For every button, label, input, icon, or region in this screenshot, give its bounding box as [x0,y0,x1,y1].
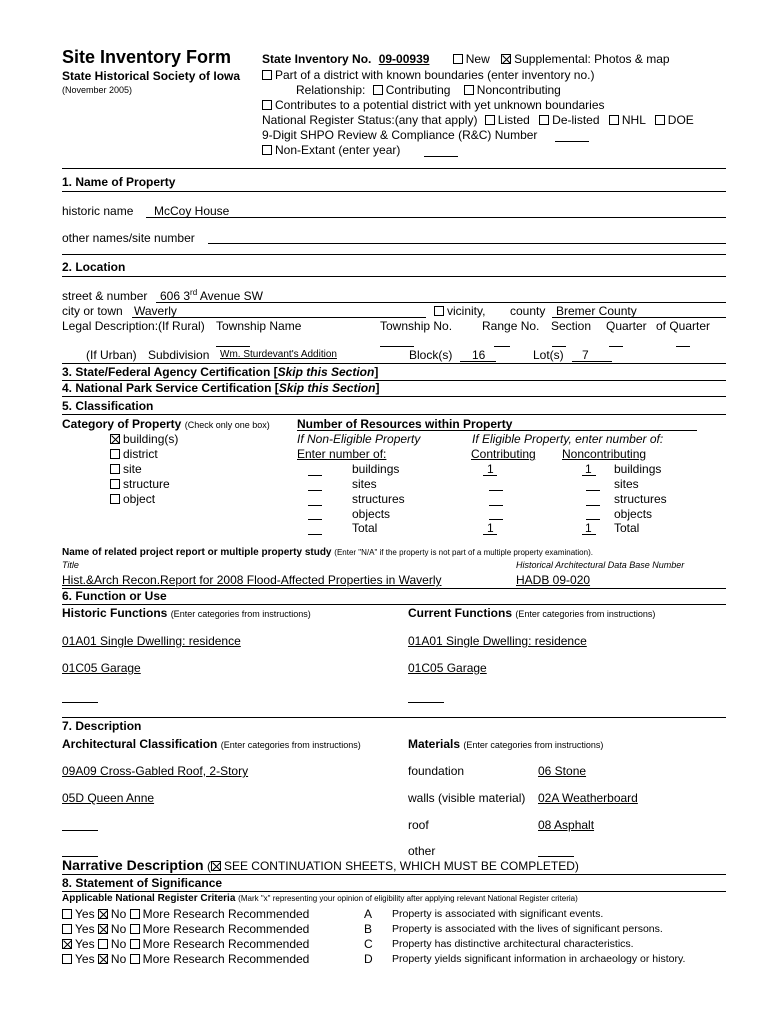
subdivision-label: Subdivision [148,348,210,362]
hadb-label: Historical Architectural Data Base Number [516,560,685,570]
resources-underline [297,430,697,431]
other-label: other [408,844,436,858]
row2-objects: objects [614,507,653,521]
divider [62,891,726,892]
lots-value[interactable]: 7 [582,348,589,362]
blocks-label: Block(s) [409,348,453,362]
city-value[interactable]: Waverly [134,304,177,318]
contrib-total-value[interactable]: 1 [487,521,494,535]
subdivision-value[interactable]: Wm. Sturdevant's Addition [220,349,337,360]
historic-name-field-line [146,217,726,218]
foundation-value[interactable]: 06 Stone [538,764,587,778]
section-5-heading: 5. Classification [62,399,154,413]
contributing-label: Contributing [471,447,536,461]
row-sites: sites [352,477,377,491]
divider [62,717,726,718]
criteria-c-no-checkbox[interactable] [98,939,108,949]
city-label: city or town [62,304,123,318]
noncontrib-buildings-line [582,475,596,476]
potential-row: Contributes to a potential district with yet unknown boundaries [262,98,605,112]
section-2-heading: 2. Location [62,260,126,274]
section-8-heading: 8. Statement of Significance [62,876,223,890]
criteria-d-no-checkbox[interactable] [98,954,108,964]
legal-description-label: Legal Description:(If Rural) [62,319,205,333]
shpo-label: 9-Digit SHPO Review & Compliance (R&C) Number [262,128,538,142]
doe-checkbox[interactable] [655,115,665,125]
row2-sites: sites [614,477,639,491]
row2-total: Total [614,521,640,535]
title-label: Title [62,560,79,570]
divider [62,414,726,415]
arch-class-heading: Architectural Classification (Enter categories from instructions) [62,737,361,751]
district-checkbox[interactable] [262,70,272,80]
historic-name-label: historic name [62,204,134,218]
criteria-row-d: Yes No More Research Recommended [62,952,309,966]
criteria-text-a: Property is associated with significant events. [392,908,604,920]
title-value[interactable]: Hist.&Arch Recon.Report for 2008 Flood-Affected Properties in Waverly [62,573,442,587]
inventory-number[interactable]: 09-00939 [378,52,430,66]
of-quarter-field[interactable] [676,346,690,347]
criteria-letter-a: A [364,907,373,921]
contrib-structures-field[interactable] [489,505,503,506]
noncontrib-total-line [582,534,596,535]
contrib-objects-field[interactable] [489,519,503,520]
current-function-2[interactable]: 01C05 Garage [408,661,487,675]
section-3-heading: 3. State/Federal Agency Certification [Skip this Section] [62,365,379,379]
form-title: Site Inventory Form [62,47,232,67]
current-function-1[interactable]: 01A01 Single Dwelling: residence [408,634,587,648]
relationship-row: Relationship: Contributing Noncontributing [296,83,561,97]
divider [62,874,726,875]
divider [62,254,726,255]
noncontrib-sites-field[interactable] [586,490,600,491]
section-1-heading: 1. Name of Property [62,175,176,189]
criteria-c-yes-checkbox[interactable] [62,939,72,949]
quarter-label: Quarter [606,319,647,333]
historic-function-3-field[interactable] [62,702,98,703]
street-value[interactable]: 606 3rd Avenue SW [160,288,263,303]
row2-structures: structures [614,492,667,506]
other-names-label: other names/site number [62,231,195,245]
noneligible-objects-field[interactable] [308,519,322,520]
historic-function-1[interactable]: 01A01 Single Dwelling: residence [62,634,241,648]
criteria-heading: Applicable National Register Criteria (Mark "x" representing your opinion of eligibility after applying relevant National Register criteria) [62,893,578,904]
category-district: district [110,447,158,461]
street-label: street & number [62,289,148,303]
divider [62,396,726,397]
nonextant-checkbox[interactable] [262,145,272,155]
resources-heading: Number of Resources within Property [297,417,513,431]
criteria-b-more-checkbox[interactable] [130,924,140,934]
new-checkbox[interactable] [453,54,463,64]
criteria-letter-b: B [364,922,373,936]
contrib-total-line [483,534,497,535]
structure-checkbox[interactable] [110,479,120,489]
contrib-sites-field[interactable] [489,490,503,491]
supplemental-checkbox[interactable] [501,54,511,64]
criteria-text-c: Property has distinctive architectural characteristics. [392,938,634,950]
building-checkbox[interactable] [110,434,120,444]
section-4-heading: 4. National Park Service Certification [Skip this Section] [62,381,380,395]
org-name: State Historical Society of Iowa [62,69,241,83]
criteria-row-a: Yes No More Research Recommended [62,907,309,921]
lots-field-line [572,361,612,362]
township-no-field[interactable] [380,346,414,347]
section-6-heading: 6. Function or Use [62,589,167,603]
criteria-a-more-checkbox[interactable] [130,909,140,919]
district-type-checkbox[interactable] [110,449,120,459]
blocks-field-line [460,361,496,362]
narrative-row: Narrative Description ( SEE CONTINUATION SHEETS, WHICH MUST BE COMPLETED) [62,857,579,873]
county-field-line [552,317,726,318]
related-study-label: Name of related project report or multiple property study (Enter "N/A" if the property is not part of a multiple property examination). [62,547,593,558]
historic-function-2[interactable]: 01C05 Garage [62,661,141,675]
nonextant-row: Non-Extant (enter year) [262,143,400,157]
district-row: Part of a district with known boundaries (enter inventory no.) [262,68,595,82]
inventory-line: State Inventory No. 09-00939 New Supplemental: Photos & map [262,52,670,66]
vicinity-checkbox[interactable] [434,306,444,316]
noncontributing-checkbox[interactable] [464,85,474,95]
range-no-field[interactable] [494,346,510,347]
noncontributing-label: Noncontributing [562,447,647,461]
noncontrib-structures-field[interactable] [586,505,600,506]
current-function-3-field[interactable] [408,702,444,703]
enter-number-label: Enter number of: [297,447,387,461]
delisted-checkbox[interactable] [539,115,549,125]
blocks-value[interactable]: 16 [472,348,486,362]
category-heading: Category of Property (Check only one box) [62,417,270,431]
urban-label: (If Urban) [86,348,137,362]
noneligible-sites-field[interactable] [308,490,322,491]
row-buildings: buildings [352,462,400,476]
township-no-label: Township No. [380,319,453,333]
potential-district-checkbox[interactable] [262,100,272,110]
roof-label: roof [408,818,429,832]
criteria-letter-d: D [364,952,373,966]
hadb-value[interactable]: HADB 09-020 [516,573,591,587]
category-building: building(s) [110,432,178,446]
criteria-a-no-checkbox[interactable] [98,909,108,919]
contrib-buildings-value[interactable]: 1 [487,462,494,476]
nonextant-year-field[interactable] [424,156,458,157]
arch-class-2[interactable]: 05D Queen Anne [62,791,155,805]
criteria-b-yes-checkbox[interactable] [62,924,72,934]
current-functions-heading: Current Functions (Enter categories from instructions) [408,606,656,620]
form-date: (November 2005) [62,85,133,95]
criteria-a-yes-checkbox[interactable] [62,909,72,919]
listed-checkbox[interactable] [485,115,495,125]
divider [62,168,726,169]
section-label: Section [551,319,592,333]
eligible-label: If Eligible Property, enter number of: [472,432,664,446]
street-field-line [156,302,726,303]
criteria-letter-c: C [364,937,373,951]
quarter-field[interactable] [609,346,623,347]
row2-buildings: buildings [614,462,662,476]
noncontrib-buildings-value[interactable]: 1 [585,462,592,476]
township-name-label: Township Name [216,319,302,333]
criteria-b-no-checkbox[interactable] [98,924,108,934]
township-name-field[interactable] [216,346,250,347]
historic-functions-heading: Historic Functions (Enter categories from instructions) [62,606,311,620]
walls-label: walls (visible material) [408,791,526,805]
materials-heading: Materials (Enter categories from instructions) [408,737,604,751]
divider [62,191,726,192]
historic-name-value[interactable]: McCoy House [154,204,230,218]
shpo-number-field[interactable] [555,141,589,142]
noneligible-total-field[interactable] [308,534,322,535]
contrib-buildings-line [483,475,497,476]
divider [62,604,726,605]
object-checkbox[interactable] [110,494,120,504]
row-structures: structures [352,492,405,506]
narrative-checkbox[interactable] [211,861,221,871]
category-object: object [110,492,155,506]
divider [62,363,726,364]
category-structure: structure [110,477,170,491]
walls-value[interactable]: 02A Weatherboard [538,791,638,805]
range-no-label: Range No. [482,319,540,333]
arch-class-1[interactable]: 09A09 Cross-Gabled Roof, 2-Story [62,764,249,778]
noncontrib-total-value[interactable]: 1 [585,521,592,535]
contributing-checkbox[interactable] [373,85,383,95]
lots-label: Lot(s) [533,348,564,362]
nhl-checkbox[interactable] [609,115,619,125]
criteria-text-d: Property yields significant information in archaeology or history. [392,953,686,965]
criteria-text-b: Property is associated with the lives of significant persons. [392,923,663,935]
site-checkbox[interactable] [110,464,120,474]
of-quarter-label: of Quarter [656,319,711,333]
county-label: county [510,304,546,318]
row-objects: objects [352,507,391,521]
noneligible-label: If Non-Eligible Property [297,432,421,446]
noneligible-buildings-field[interactable] [308,475,322,476]
criteria-row-c: Yes No More Research Recommended [62,937,309,951]
row-total: Total [352,521,378,535]
section-field[interactable] [552,346,566,347]
section-7-heading: 7. Description [62,719,142,733]
criteria-row-b: Yes No More Research Recommended [62,922,309,936]
criteria-c-more-checkbox[interactable] [130,939,140,949]
nr-status-row: National Register Status:(any that apply) Listed De-listed NHL DOE [262,113,694,127]
other-names-field[interactable] [208,243,726,244]
criteria-d-more-checkbox[interactable] [130,954,140,964]
noneligible-structures-field[interactable] [308,505,322,506]
roof-value[interactable]: 08 Asphalt [538,818,595,832]
category-site: site [110,462,142,476]
arch-class-3-field[interactable] [62,830,98,831]
foundation-label: foundation [408,764,465,778]
county-value[interactable]: Bremer County [556,304,637,318]
vicinity-row: vicinity, [434,304,485,318]
noncontrib-objects-field[interactable] [586,519,600,520]
criteria-d-yes-checkbox[interactable] [62,954,72,964]
divider [62,276,726,277]
city-field-line [132,317,426,318]
